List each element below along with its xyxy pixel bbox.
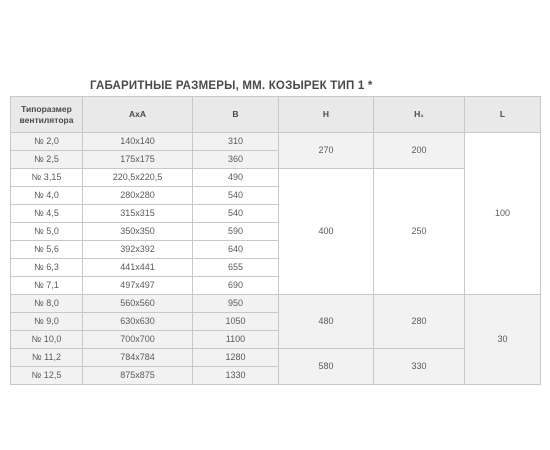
cell-h-group4: 580 [279, 349, 374, 385]
cell-size: № 3,15 [11, 169, 83, 187]
table-row [11, 295, 541, 313]
cell-b: 1330 [193, 367, 279, 385]
cell-axa: 784х784 [83, 349, 193, 367]
header-l: L [465, 97, 541, 133]
cell-axa: 875х875 [83, 367, 193, 385]
cell-h-group2: 400 [279, 169, 374, 295]
cell-b: 950 [193, 295, 279, 313]
cell-b: 540 [193, 205, 279, 223]
table-header-row [11, 97, 541, 133]
cell-size: № 4,0 [11, 187, 83, 205]
table-row [11, 349, 541, 367]
cell-b: 360 [193, 151, 279, 169]
cell-h1-group1: 200 [374, 133, 465, 169]
cell-b: 1050 [193, 313, 279, 331]
header-b: В [193, 97, 279, 133]
cell-size: № 11,2 [11, 349, 83, 367]
cell-b: 1280 [193, 349, 279, 367]
cell-size: № 2,0 [11, 133, 83, 151]
header-axa: АхА [83, 97, 193, 133]
cell-size: № 7,1 [11, 277, 83, 295]
cell-h-group3: 480 [279, 295, 374, 349]
cell-h1-group4: 330 [374, 349, 465, 385]
cell-h1-group2: 250 [374, 169, 465, 295]
cell-axa: 392х392 [83, 241, 193, 259]
cell-axa: 175х175 [83, 151, 193, 169]
header-h1: H₁ [374, 97, 465, 133]
cell-axa: 441х441 [83, 259, 193, 277]
cell-b: 590 [193, 223, 279, 241]
cell-b: 540 [193, 187, 279, 205]
cell-h1-group3: 280 [374, 295, 465, 349]
cell-axa: 560х560 [83, 295, 193, 313]
table-title: ГАБАРИТНЫЕ РАЗМЕРЫ, ММ. КОЗЫРЕК ТИП 1 * [90, 80, 373, 92]
cell-axa: 220,5х220,5 [83, 169, 193, 187]
cell-size: № 9,0 [11, 313, 83, 331]
cell-h-group1: 270 [279, 133, 374, 169]
cell-size: № 10,0 [11, 331, 83, 349]
cell-axa: 497х497 [83, 277, 193, 295]
cell-b: 640 [193, 241, 279, 259]
table-row [11, 169, 541, 187]
cell-b: 690 [193, 277, 279, 295]
cell-size: № 2,5 [11, 151, 83, 169]
header-size: Типоразмер вентилятора [11, 97, 83, 133]
cell-l-group1: 100 [465, 133, 541, 295]
cell-axa: 630х630 [83, 313, 193, 331]
cell-b: 655 [193, 259, 279, 277]
cell-axa: 350х350 [83, 223, 193, 241]
cell-size: № 6,3 [11, 259, 83, 277]
cell-axa: 700х700 [83, 331, 193, 349]
cell-b: 310 [193, 133, 279, 151]
cell-size: № 4,5 [11, 205, 83, 223]
cell-l-group2: 30 [465, 295, 541, 385]
table-row [11, 133, 541, 151]
cell-axa: 315х315 [83, 205, 193, 223]
cell-b: 1100 [193, 331, 279, 349]
dimensions-table [10, 96, 541, 385]
cell-size: № 5,6 [11, 241, 83, 259]
cell-axa: 140х140 [83, 133, 193, 151]
cell-size: № 12,5 [11, 367, 83, 385]
header-h: H [279, 97, 374, 133]
cell-size: № 5,0 [11, 223, 83, 241]
cell-size: № 8,0 [11, 295, 83, 313]
cell-axa: 280х280 [83, 187, 193, 205]
cell-b: 490 [193, 169, 279, 187]
